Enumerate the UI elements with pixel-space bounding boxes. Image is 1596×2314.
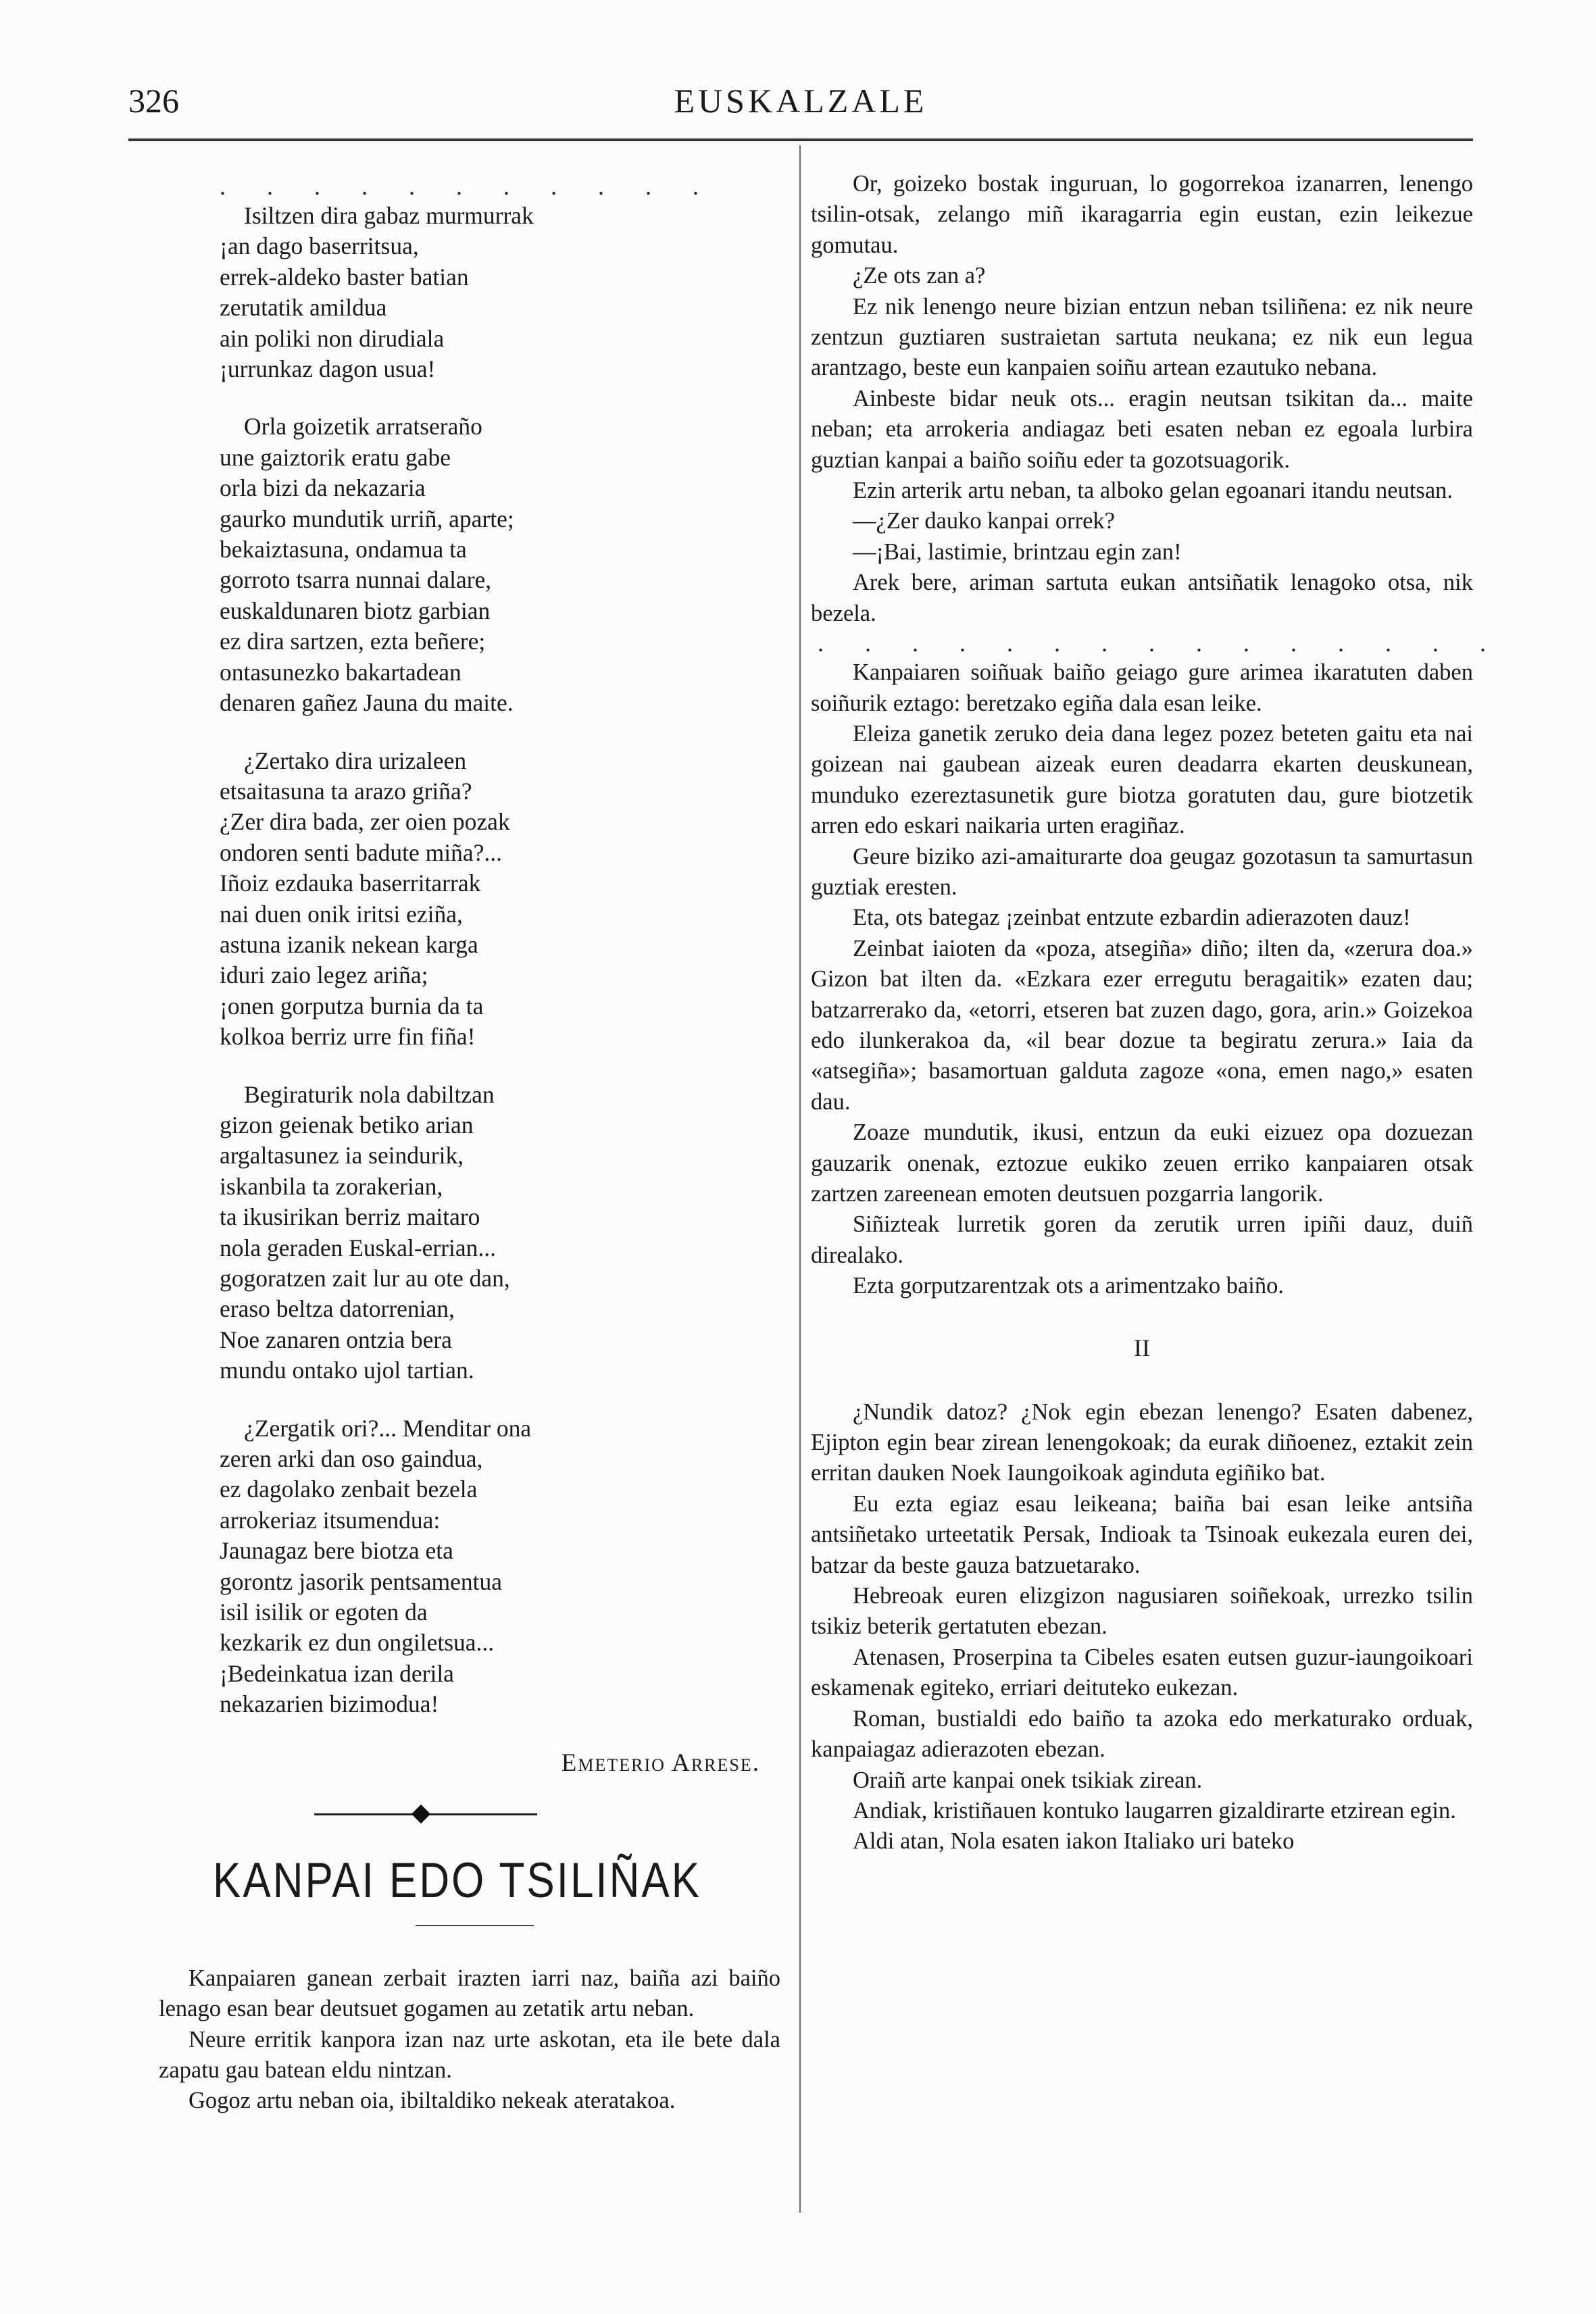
poem-line: Iñoiz ezdauka baserritarrak: [220, 870, 481, 897]
poem-line: Orla goizetik arratseraño: [244, 413, 482, 441]
poem-line: gaurko mundutik urriñ, aparte;: [220, 505, 514, 532]
poem-line: denaren gañez Jauna du maite.: [220, 689, 514, 717]
paragraph: Zoaze mundutik, ikusi, entzun da euki eizuez opa dozuezan gauzarik onenak, eztozue eukiko zeuen erriko kanpaiaren otsak zartzen zareenean emoten deutsuen pozgarria langorik.: [811, 1120, 1473, 1207]
poem-line: ez dagolako zenbait bezela: [220, 1476, 478, 1503]
right-column: [811, 169, 1503, 1857]
paragraph: Atenasen, Proserpina ta Cibeles esaten eutsen guzur-iaungoikoari eskamenak egiteko, erriari deituteko eukezan.: [811, 1644, 1473, 1701]
poem-line: gorontz jasorik pentsamentua: [220, 1567, 502, 1595]
ornament-diamond: [412, 1805, 430, 1823]
poem-line: mundu ontako ujol tartian.: [220, 1357, 474, 1384]
poem-line: kezkarik ez dun ongiletsua...: [220, 1629, 495, 1657]
left-column: [159, 172, 780, 2117]
poem-stanza: [220, 201, 780, 384]
poem-line: zeren arki dan oso gaindua,: [220, 1445, 483, 1473]
poem-line: ez dira sartzen, ezta beñere;: [220, 628, 486, 655]
poem-line: ain poliki non dirudiala: [220, 324, 445, 352]
poem-line: arrokeriaz itsumendua:: [220, 1506, 441, 1534]
article-title: KANPAI EDO TSILIÑAK: [213, 1853, 702, 1909]
poem-line: ¡urrunkaz dagon usua!: [220, 355, 436, 383]
poem-stanza: [220, 411, 780, 718]
poem-line: errek-aldeko baster batian: [220, 263, 469, 291]
paragraph: Ezin arterik artu neban, ta alboko gelan egoanari itandu neutsan.: [853, 478, 1453, 504]
paragraph: Eleiza ganetik zeruko deia dana legez pozez beteten gaitu eta nai goizean nai gaubean aizeak euren deadarra ekarten deuskunean, munduko ezereztasunetik gure biotza goratuten dau, gure biotzetik arren edo eskari naikaria urten eragiñaz.: [811, 720, 1473, 839]
page-number: 326: [128, 82, 179, 120]
paragraph: Or, goizeko bostak inguruan, lo gogorrekoa izanarren, lenengo tsilin-otsak, zelango miñ ikaragarria egin eustan, ezin leikezue gomutau.: [811, 171, 1473, 258]
poem-line: ¿Zertako dira urizaleen: [244, 747, 467, 774]
poem-line: iskanbila ta zorakerian,: [220, 1172, 443, 1200]
poem-line: orla bizi da nekazaria: [220, 474, 426, 502]
paragraph: Neure erritik kanpora izan naz urte askotan, eta ile bete dala zapatu gau batean eldu nintzan.: [159, 2026, 780, 2083]
poem-line: astuna izanik nekean karga: [220, 930, 478, 958]
poem-line: ¿Zer dira bada, zer oien pozak: [220, 808, 510, 836]
poem-line: nola geraden Euskal-errian...: [220, 1234, 497, 1261]
poem-line: Noe zanaren ontzia bera: [220, 1326, 452, 1353]
poem-line: ¡Bedeinkatua izan derila: [220, 1659, 454, 1687]
paragraph: —¿Zer dauko kanpai orrek?: [853, 508, 1115, 534]
poem-line: ta ikusirikan berriz maitaro: [220, 1203, 480, 1231]
paragraph: Zeinbat iaioten da «poza, atsegiña» diño; ilten da, «zerura doa.» Gizon bat ilten da. «Ezkara ezer erregutu beragaitik» ezaten dau; batzarrerako da, «etorri, etseren bat zuzen dago, gora, arin.» Goizekoa edo ilunkerakoa da, «il bear dozue ta begiratu zerura.» Iaia da «atsegiña»; basamortuan galduta zagoze «ona, emen nago,» esaten dau.: [811, 935, 1473, 1115]
poem-line: Begiraturik nola dabiltzan: [244, 1080, 495, 1108]
poem-line: gogoratzen zait lur au ote dan,: [220, 1265, 510, 1292]
poem-line: ¡onen gorputza burnia da ta: [220, 992, 484, 1020]
poem-line: iduri zaio legez ariña;: [220, 961, 428, 989]
poem-line: gizon geienak betiko arian: [220, 1111, 474, 1138]
paragraph: Siñizteak lurretik goren da zerutik urren ipiñi dauz, duiñ direalako.: [811, 1211, 1473, 1268]
paragraph: Roman, bustialdi edo baiño ta azoka edo merkaturako orduak, kanpaiagaz adierazoten ebezan.: [811, 1705, 1473, 1763]
poem-line: euskaldunaren biotz garbian: [220, 597, 491, 624]
poem-line: nai duen onik iritsi eziña,: [220, 900, 463, 928]
poem-line: gorroto tsarra nunnai dalare,: [220, 566, 492, 594]
paragraph: ¿Ze ots zan a?: [853, 263, 986, 289]
poem-stanza: [220, 746, 780, 1053]
poem-author: Emeterio Arrese.: [561, 1749, 760, 1777]
paragraph: Gogoz artu neban oia, ibiltaldiko nekeak ateratakoa.: [189, 2088, 676, 2114]
paragraph: Ainbeste bidar neuk ots... eragin neutsan tsikitan da... maite neban; eta arrokeria andiagaz beti esaten neban ez egoala lurbira guztian kanpai a baiño soiñu eder ta gozotsuagorik.: [811, 385, 1473, 473]
right-paragraphs-top: [811, 169, 1473, 629]
paragraph: Ez nik lenengo neure bizian entzun neban tsiliñena: ez nik neure zentzun guztiaren sustraietan sartuta neukana; ez nik eun legua arantzago, beste eun kanpaien soiñu artean ezautuko nebana.: [811, 293, 1473, 381]
poem-line: bekaiztasuna, ondamua ta: [220, 536, 467, 563]
right-paragraphs-middle: [811, 657, 1473, 1302]
paragraph: Aldi atan, Nola esaten iakon Italiako uri bateko: [853, 1828, 1295, 1855]
ornament-divider: [314, 1809, 537, 1819]
paragraph: Arek bere, ariman sartuta eukan antsiñatik lenagoko otsa, nik bezela.: [811, 570, 1473, 626]
poem-stanza: [220, 1413, 780, 1720]
poem-line: zerutatik amildua: [220, 294, 387, 322]
section-number: II: [1134, 1334, 1150, 1361]
poem-line: kolkoa berriz urre fin fiña!: [220, 1023, 476, 1051]
poem: [220, 201, 780, 1720]
poem-line: isil isilik or egoten da: [220, 1599, 428, 1626]
poem-line: une gaiztorik eratu gabe: [220, 443, 451, 471]
paragraph: Andiak, kristiñauen kontuko laugarren gizaldirarte etzirean egin.: [853, 1797, 1456, 1823]
poem-line: Jaunagaz bere biotza eta: [220, 1537, 453, 1565]
poem-line: nekazarien bizimodua!: [220, 1690, 439, 1718]
title-rule: [416, 1925, 534, 1926]
running-title: EUSKALZALE: [674, 82, 928, 120]
poem-line: ¡an dago baserritsua,: [220, 232, 419, 260]
poem-stanza: [220, 1080, 780, 1386]
poem-line: ontasunezko bakartadean: [220, 658, 462, 686]
header-rule: [128, 139, 1473, 141]
ellipsis-dots: . . . . . . . . . . . . . . .: [818, 630, 1503, 657]
paragraph: ¿Nundik datoz? ¿Nok egin ebezan lenengo? Esaten dabenez, Ejipton egin bear zirean lenengokoak; da eurak diñoenez, eztakit zein erritan dauken Noek Iaungoikoak aginduta egiñiko bat.: [811, 1399, 1473, 1486]
poem-line: argaltasunez ia seindurik,: [220, 1142, 464, 1169]
paragraph: Geure biziko azi-amaiturarte doa geugaz gozotasun ta samurtasun guztiak eresten.: [811, 843, 1473, 900]
paragraph: Ezta gorputzarentzak ots a arimentzako baiño.: [853, 1273, 1284, 1299]
ellipsis-dots: . . . . . . . . . . .: [220, 173, 716, 200]
poem-line: Isiltzen dira gabaz murmurrak: [244, 202, 534, 229]
poem-line: ¿Zergatik ori?... Menditar ona: [244, 1414, 532, 1442]
page-header: [128, 81, 1473, 135]
paragraph: Kanpaiaren soiñuak baiño geiago gure arimea ikaratuten daben soiñurik eztago: beretzako egiña dala esan leike.: [811, 659, 1473, 716]
paragraph: Kanpaiaren ganean zerbait irazten iarri naz, baiña azi baiño lenago esan bear deutsuet gogamen au zetatik artu neban.: [159, 1965, 780, 2022]
article-intro: [159, 1963, 780, 2117]
paragraph: Eu ezta egiaz esau leikeana; baiña bai esan leike antsiña antsiñetako urteetatik Persak, Indioak ta Tsinoak eukezala euren dei, batzar da beste gauza batzuetarako.: [811, 1490, 1473, 1578]
paragraph: Eta, ots bategaz ¡zeinbat entzute ezbardin adierazoten dauz!: [853, 905, 1411, 931]
paragraph: Oraiñ arte kanpai onek tsikiak zirean.: [853, 1767, 1203, 1793]
column-divider: [799, 145, 801, 2213]
poem-line: ondoren senti badute miña?...: [220, 838, 502, 866]
poem-line: etsaitasuna ta arazo griña?: [220, 777, 472, 805]
right-paragraphs-bottom: [811, 1397, 1473, 1857]
paragraph: —¡Bai, lastimie, brintzau egin zan!: [853, 538, 1182, 565]
paragraph: Hebreoak euren elizgizon nagusiaren soiñekoak, urrezko tsilin tsikiz beterik gertatuten ebezan.: [811, 1583, 1473, 1640]
poem-line: eraso beltza datorrenian,: [220, 1295, 455, 1323]
